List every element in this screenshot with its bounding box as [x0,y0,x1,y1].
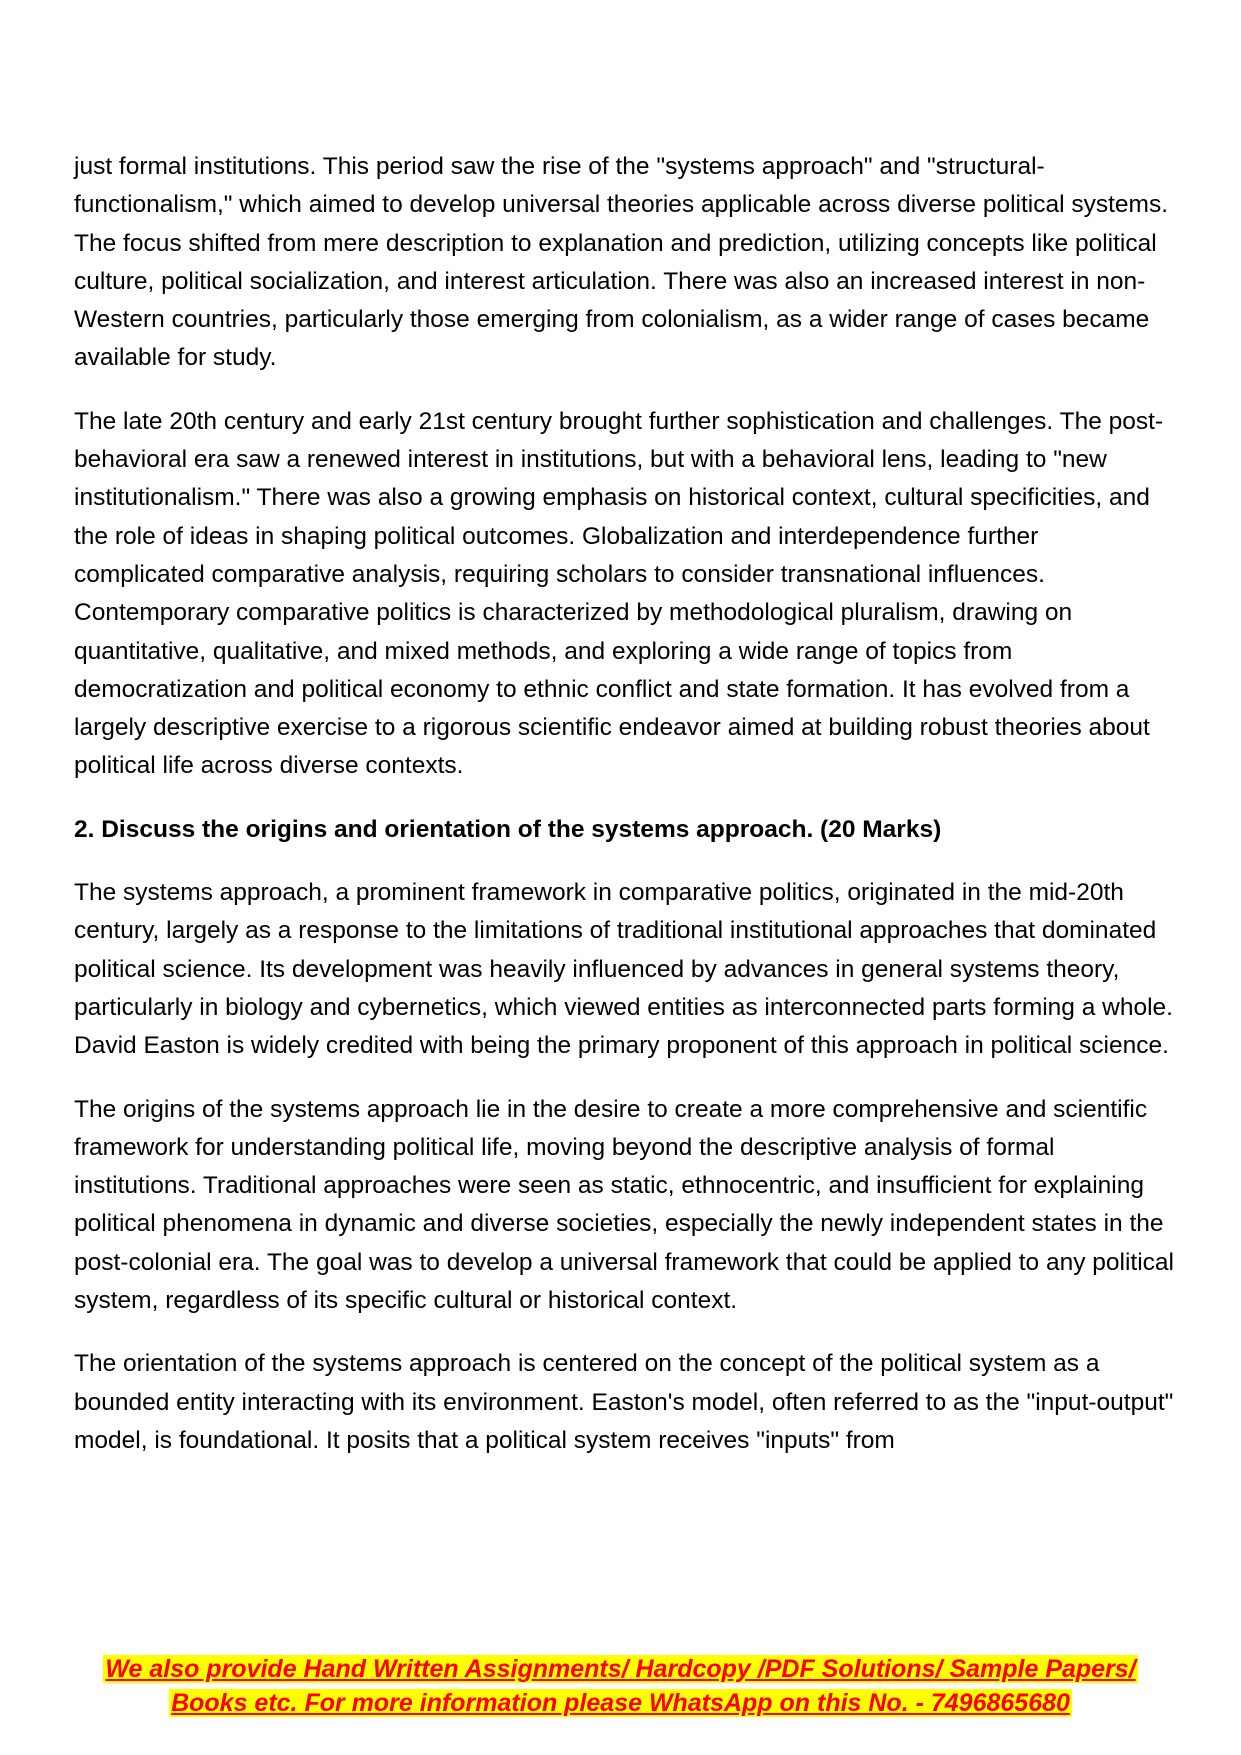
document-body [74,148,1174,1485]
footer-ad-line-2: Books etc. For more information please WhatsApp on this No. - 7496865680 [171,1689,1070,1717]
paragraph-systems-approach-origins: The origins of the systems approach lie in the desire to create a more comprehensive and scientific framework for understanding political life, moving beyond the descriptive analysis of formal institutions. Traditional approaches were seen as static, ethnocentric, and insufficient for explaining political phenomena in dynamic and diverse societies, especially the newly independent states in the post-colonial era. The goal was to develop a universal framework that could be applied to any political system, regardless of its specific cultural or historical context. [74,1095,1174,1315]
footer-ad-line-1: We also provide Hand Written Assignments/ Hardcopy /PDF Solutions/ Sample Papers/ [105,1655,1136,1683]
paragraph-late-20th-century: The late 20th century and early 21st century brought further sophistication and challenges. The post-behavioral era saw a renewed interest in institutions, but with a behavioral lens, leading to "new institutionalism." There was also a growing emphasis on historical context, cultural specificities, and the role of ideas in shaping political outcomes. Globalization and interdependence further complicated comparative analysis, requiring scholars to consider transnational influences. Contemporary comparative politics is characterized by methodological pluralism, drawing on quantitative, qualitative, and mixed methods, and exploring a wide range of topics from democratization and political economy to ethnic conflict and state formation. It has evolved from a largely descriptive exercise to a rigorous scientific endeavor aimed at building robust theories about political life across diverse contexts. [74,407,1164,780]
paragraph-continuation: just formal institutions. This period saw the rise of the "systems approach" and "structural-functionalism," which aimed to develop universal theories applicable across diverse political systems. The focus shifted from mere description to explanation and prediction, utilizing concepts like political culture, political socialization, and interest articulation. There was also an increased interest in non-Western countries, particularly those emerging from colonialism, as a wider range of cases became available for study. [74,153,1169,372]
footer-advertisement [0,1652,1241,1720]
paragraph-systems-approach-intro: The systems approach, a prominent framework in comparative politics, originated in the mid-20th century, largely as a response to the limitations of traditional institutional approaches that dominated political science. Its development was heavily influenced by advances in general systems theory, particularly in biology and cybernetics, which viewed entities as interconnected parts forming a whole. David Easton is widely credited with being the primary proponent of this approach in political science. [74,879,1173,1060]
paragraph-systems-approach-orientation: The orientation of the systems approach is centered on the concept of the political system as a bounded entity interacting with its environment. Easton's model, often referred to as the "input-output" model, is foundational. It posits that a political system receives "inputs" from [74,1350,1174,1454]
question-heading: 2. Discuss the origins and orientation of the systems approach. (20 Marks) [74,815,942,843]
